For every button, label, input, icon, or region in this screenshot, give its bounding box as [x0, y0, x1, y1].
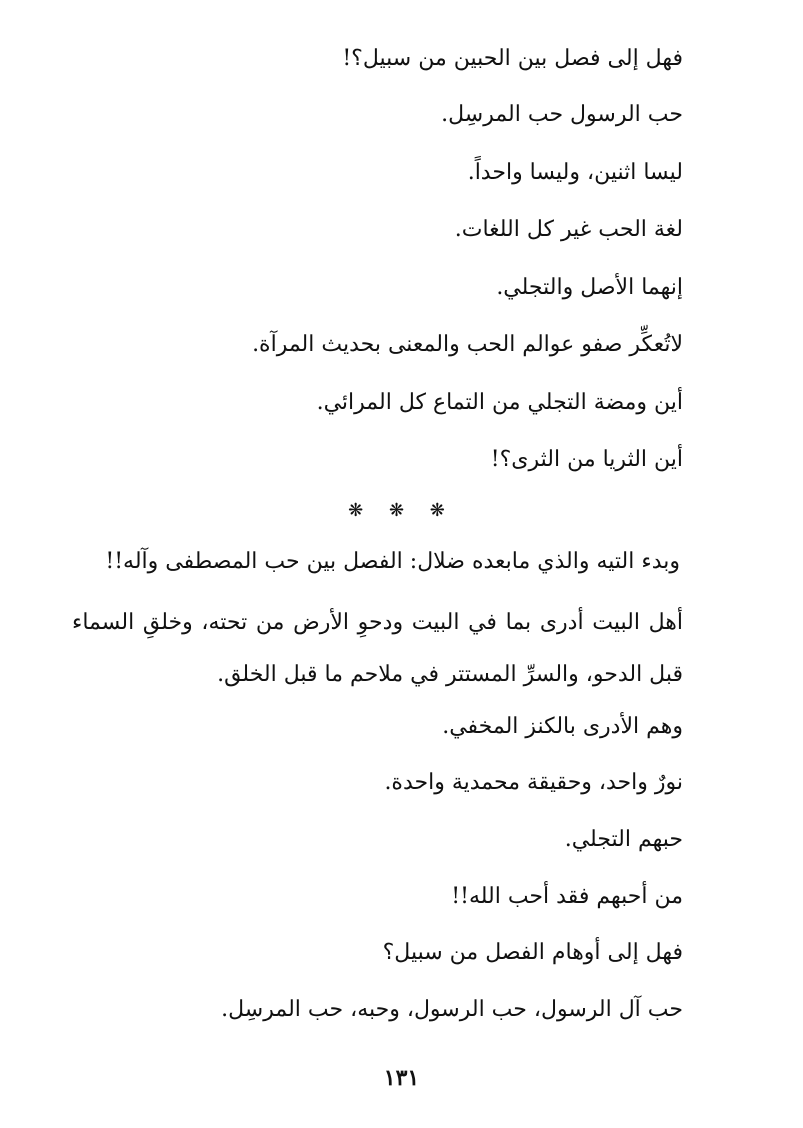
text-line: أين الثريا من الثرى؟!: [490, 447, 683, 472]
text-line: حب آل الرسول، حب الرسول، وحبه، حب المرسِل.: [221, 997, 683, 1022]
section-separator: ❋ ❋ ❋: [348, 500, 455, 521]
text-line: لغة الحب غير كل اللغات.: [454, 217, 683, 242]
text-line: حب الرسول حب المرسِل.: [441, 102, 683, 127]
text-line: فهل إلى أوهام الفصل من سبيل؟: [382, 940, 683, 965]
text-line: أين ومضة التجلي من التماع كل المرائي.: [316, 390, 683, 415]
text-line: ليسا اثنين، وليسا واحداً.: [467, 160, 683, 185]
text-line: وهم الأدرى بالكنز المخفي.: [442, 714, 683, 739]
text-line: إنهما الأصل والتجلي.: [496, 275, 683, 300]
text-line: من أحبهم فقد أحب الله!!: [451, 884, 683, 909]
text-line: حبهم التجلي.: [564, 827, 683, 852]
text-line: نورٌ واحد، وحقيقة محمدية واحدة.: [384, 770, 683, 795]
page-number: ١٣١: [383, 1065, 420, 1091]
text-line: فهل إلى فصل بين الحبين من سبيل؟!: [342, 46, 683, 71]
text-line: لاتُعكِّر صفو عوالم الحب والمعنى بحديث المرآة.: [252, 332, 683, 357]
section-intro: وبدء التيه والذي مابعده ضلال: الفصل بين حب المصطفى وآله!!: [105, 549, 680, 574]
paragraph: أهل البيت أدرى بما في البيت ودحوِ الأرض من تحته، وخلقِ السماء قبل الدحو، والسرِّ المستتر في ملاحم ما قبل الخلق.: [72, 610, 683, 687]
